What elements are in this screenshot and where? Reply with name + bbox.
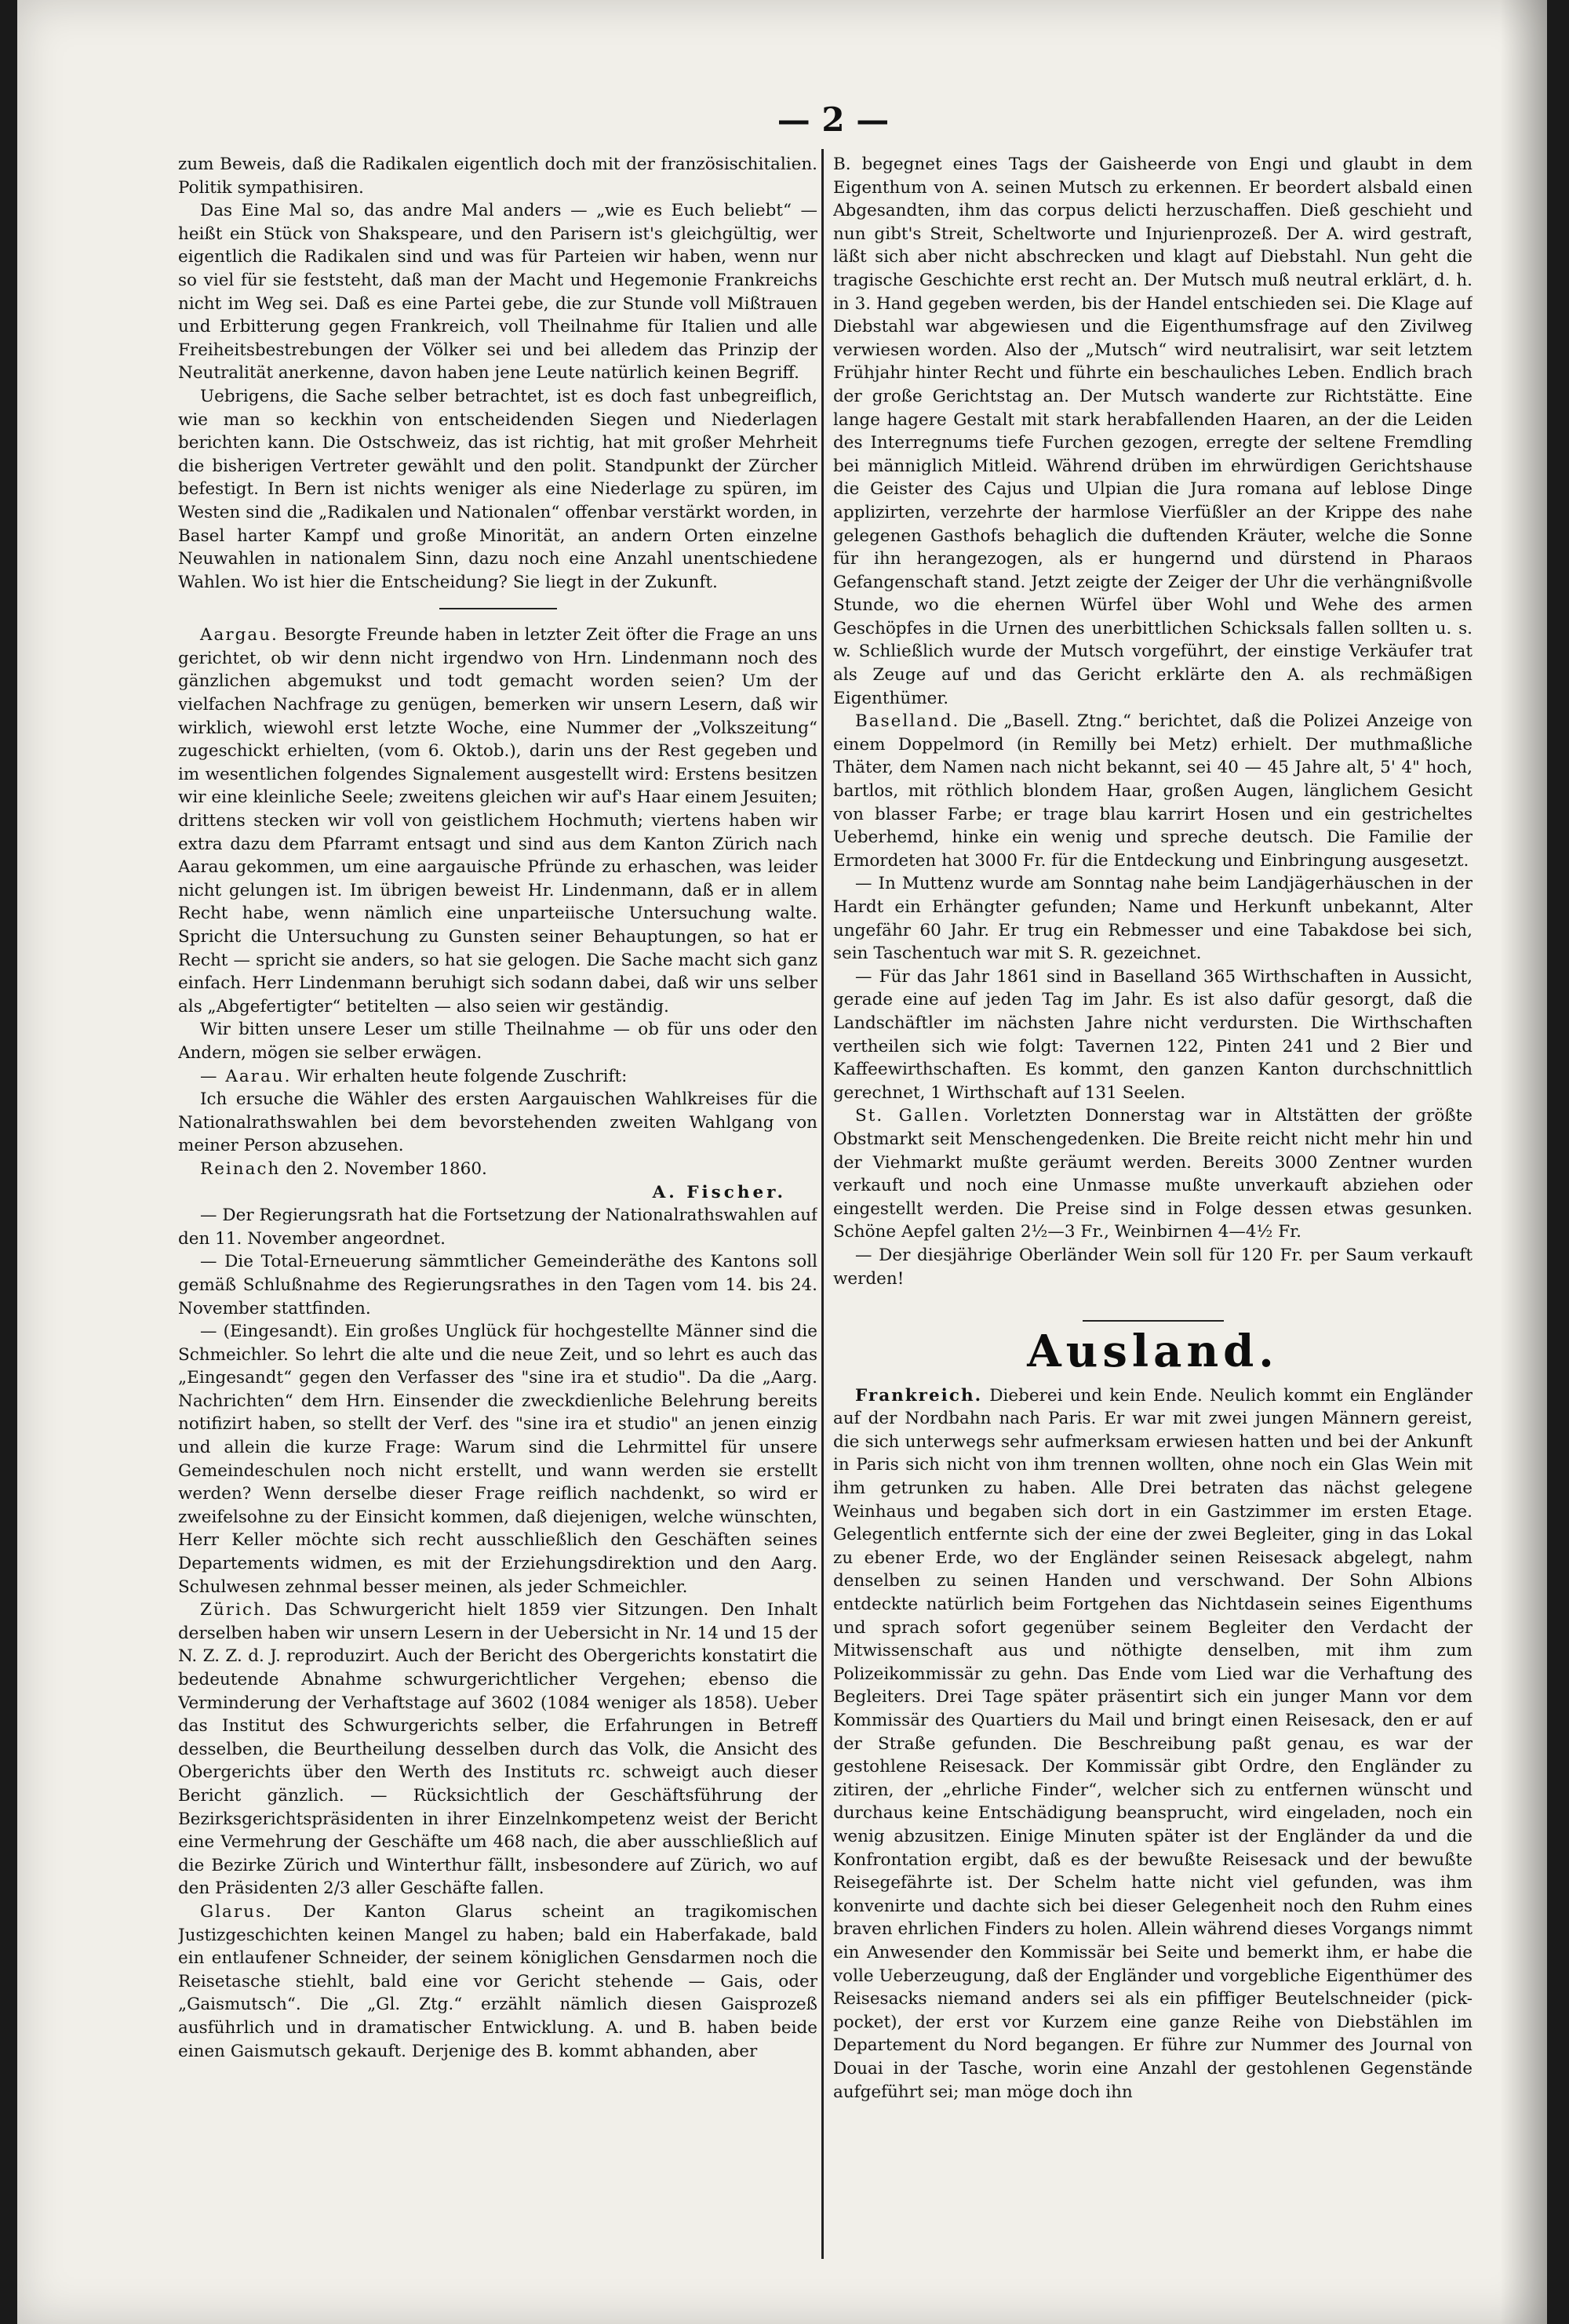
paragraph-text: — Für das Jahr 1861 sind in Baselland 365 Wirthschaften in Aussicht, gerade eine auf jeden Tag im Jahr. Es ist also dafür gesorgt, daß die Landschäftler im nächsten Jahre nicht verdursten. Die Wirthschaften vertheilen sich wie folgt: Tavernen 122, Pinten 241 und 2 Bier und Kaffeewirthschaften. Es kommt, den ganzen Kanton durchschnittlich gerechnet, 1 Wirthschaft auf 131 Seelen. xyxy=(833,966,1473,1103)
article-paragraph xyxy=(833,1104,1473,1244)
paragraph-text: Das Schwurgericht hielt 1859 vier Sitzungen. Den Inhalt derselben haben wir unsern Lesern in der Uebersicht in Nr. 14 und 15 der N. Z. Z. d. J. reproduzirt. Auch der Bericht des Obergerichts konstatirt die bedeutende Abnahme schwurgerichtlicher Vergehen; ebenso die Verminderung der Verhaftstage auf 3602 (1084 weniger als 1858). Ueber das Institut des Schwurgerichts selber, die Erfahrungen in Betreff desselben, die Beurtheilung desselben durch das Volk, die Ansicht des Obergerichts über den Werth des Instituts rc. schweigt auch dieser Bericht gänzlich. — Rücksichtlich der Geschäftsführung der Bezirksgerichtspräsidenten in ihrer Einzelnkompetenz weist der Bericht eine Vermehrung der Geschäfte um 468 nach, die aber ausschließlich auf die Bezirke Zürich und Winterthur fällt, insbesondere auf Zürich, wo auf den Präsidenten 2/3 aller Geschäfte fallen. xyxy=(178,1600,817,1899)
article-paragraph xyxy=(178,1204,817,1250)
article-paragraph xyxy=(178,153,817,199)
paragraph-text: — Die Total-Erneuerung sämmtlicher Gemeinderäthe des Kantons soll gemäß Schlußnahme des Regierungsrathes in den Tagen vom 14. bis 24. November stattfinden. xyxy=(178,1252,817,1318)
section-separator xyxy=(439,608,557,609)
paragraph-text: Wir bitten unsere Leser um stille Theilnahme — ob für uns oder den Andern, mögen sie selber erwägen. xyxy=(178,1020,817,1063)
article-paragraph xyxy=(178,1598,817,1900)
article-paragraph xyxy=(178,1065,817,1089)
section-separator xyxy=(1083,1320,1224,1322)
signature: A. Fischer. xyxy=(652,1182,786,1202)
dateline: St. Gallen. xyxy=(855,1106,970,1126)
article-paragraph xyxy=(833,1244,1473,1290)
paragraph-text: Uebrigens, die Sache selber betrachtet, ist es doch fast unbegreiflich, wie man so keckhin von entscheidenden Siegen und Niederlagen berichten kann. Die Ostschweiz, das ist richtig, hat mit großer Mehrheit die bisherigen Vertreter gewählt und den polit. Standpunkt der Zürcher befestigt. In Bern ist nichts weniger als eine Niederlage zu spüren, im Westen sind die „Radikalen und Nationalen“ offenbar verstärkt worden, in Basel harter Kampf und große Minorität, an andern Orten einzelne Neuwahlen in nationalem Sinn, dazu noch eine Anzahl unentschiedene Wahlen. Wo ist hier die Entscheidung? Sie liegt in der Zukunft. xyxy=(178,386,817,592)
article-paragraph xyxy=(178,624,817,1018)
paragraph-text: Vorletzten Donnerstag war in Altstätten der größte Obstmarkt seit Menschengedenken. Die Breite reicht nicht mehr hin und der Viehmarkt mußte geräumt werden. Bereits 3000 Zentner wurden verkauft und noch eine Unmasse mußte unverkauft abziehen oder eingestellt werden. Die Preise sind in Folge dessen etwas gesunken. Schöne Aepfel galten 2½—3 Fr., Weinbirnen 4—4½ Fr. xyxy=(833,1106,1473,1242)
article-paragraph xyxy=(178,1158,817,1181)
dateline: Frankreich. xyxy=(855,1385,983,1406)
dateline: Zürich. xyxy=(200,1600,273,1620)
right-column xyxy=(833,153,1473,2271)
article-paragraph xyxy=(833,872,1473,965)
newspaper-page xyxy=(17,0,1547,2324)
article-paragraph xyxy=(178,1900,817,2063)
paragraph-text: Die „Basell. Ztng.“ berichtet, daß die Polizei Anzeige von einem Doppelmord (in Remilly bei Metz) erhielt. Der muthmaßliche Thäter, dem Namen nach nicht bekannt, sei 40 — 45 Jahre alt, 5' 4" hoch, bartlos, mit röthlich blondem Haar, großen Augen, länglichem Gesicht von blasser Farbe; er trage blau karrirt Hosen und ein gestricheltes Ueberhemd, hinke ein wenig und spreche deutsch. Die Familie der Ermordeten hat 3000 Fr. für die Entdeckung und Einbringung ausgesetzt. xyxy=(833,711,1473,871)
page-edge-shadow xyxy=(1500,0,1547,2324)
page-number: — 2 — xyxy=(777,100,890,139)
article-paragraph xyxy=(833,966,1473,1105)
article-paragraph xyxy=(178,1018,817,1064)
article-paragraph xyxy=(178,199,817,385)
paragraph-text: Das Eine Mal so, das andre Mal anders — „wie es Euch beliebt“ — heißt ein Stück von Shakspeare, und den Parisern ist's gleichgültig, wer eigentlich die Radikalen sind und was für Parteien wir haben, wenn nur so viel für sie feststeht, daß man der Macht und Hegemonie Frankreichs nicht im Weg sei. Daß es eine Partei gebe, die zur Stunde voll Mißtrauen und Erbitterung gegen Frankreich, voll Theilnahme für Italien und alle Freiheitsbestrebungen der Völker sei und bei alledem das Prinzip der Neutralität anerkenne, davon haben jene Leute natürlich keinen Begriff. xyxy=(178,201,817,384)
paragraph-text: — Der diesjährige Oberländer Wein soll für 120 Fr. per Saum verkauft werden! xyxy=(833,1245,1473,1289)
paragraph-text: Dieberei und kein Ende. Neulich kommt ein Engländer auf der Nordbahn nach Paris. Er war mit zwei jungen Männern gereist, die sich unterwegs sehr aufmerksam erwiesen hatten und bei der Ankunft in Paris sich nicht von ihm trennen wollten, ohne noch ein Glas Wein mit ihm getrunken zu haben. Alle Drei betraten das nächst gelegene Weinhaus und begaben sich dort in ein Gastzimmer im ersten Etage. Gelegentlich entfernte sich der eine der zwei Begleiter, ging in das Lokal zu ebener Erde, wo der Engländer seinen Reisesack abgelegt, nahm denselben zu seinen Handen und verschwand. Der Sohn Albions entdeckte natürlich beim Fortgehen das Nichtdasein seines Eigenthums und sprach sofort gegenüber seinem Begleiter den Verdacht der Mitwissenschaft aus und nöthigte denselben, mit ihm zum Polizeikommissär zu gehn. Das Ende vom Lied war die Verhaftung des Begleiters. Drei Tage später präsentirt sich ein junger Mann vor dem Kommissär des Quartiers du Mail und bringt einen Reisesack, den er auf der Straße gefunden. Die Beschreibung paßt genau, es war der gestohlene Reisesack. Der Kommissär gibt Ordre, den Engländer zu zitiren, der „ehrliche Finder“, welcher sich zu entfernen wünscht und durchaus keine Entschädigung beansprucht, wird eingeladen, noch ein wenig abzusitzen. Einige Minuten später ist der Engländer da und die Konfrontation ergibt, daß es der bewußte Reisesack und der bewußte Reisegefährte ist. Der Schelm hatte nicht viel gefunden, was ihm konvenirte und dachte sich bei dieser Gelegenheit noch den Ruhm eines braven ehrlichen Finders zu holen. Allein während dieses Vorgangs nimmt ein Anwesender den Kommissär bei Seite und bemerkt ihm, er habe die volle Ueberzeugung, daß der Engländer und vorgebliche Eigenthümer des Reisesacks niemand anders sei als ein pfiffiger Beutelschneider (pick-pocket), der erst vor Kurzem eine ganze Reihe von Diebstählen im Departement du Nord begangen. Er führe zur Nummer des Journal von Douai in der Tasche, worin eine Anzahl der gestohlenen Gegenstände aufgeführt sei; man möge doch ihn xyxy=(833,1385,1473,2102)
article-paragraph xyxy=(833,710,1473,872)
article-paragraph xyxy=(178,1088,817,1158)
dateline: Aargau. xyxy=(200,625,278,646)
section-title: Ausland. xyxy=(1027,1326,1279,1378)
left-column xyxy=(178,153,817,2271)
paragraph-text: Besorgte Freunde haben in letzter Zeit öfter die Frage an uns gerichtet, ob wir denn nicht irgendwo von Hrn. Lindenmann noch des gänzlichen abgemukst und todt gemacht worden seien? Um der vielfachen Nachfrage zu genügen, bemerken wir unsern Lesern, daß wir wirklich, wiewohl erst letzte Woche, eine Nummer der „Volkszeitung“ zugeschickt erhielten, (vom 6. Oktob.), darin uns der Rest gegeben und im wesentlichen folgendes Signalement ausgestellt wird: Erstens besitzen wir eine kleinliche Seele; zweitens gleichen wir auf's Haar einem Jesuiten; drittens stecken wir voll von geistlichem Hochmuth; viertens haben wir extra dazu dem Pfarramt entsagt und sind aus dem Kanton Zürich nach Aarau gekommen, um eine aargauische Pfründe zu erhaschen, was leider nicht gelungen ist. Im übrigen beweist Hr. Lindenmann, daß er in allem Recht habe, wenn nämlich eine unparteiische Untersuchung walte. Spricht die Untersuchung zu Gunsten seiner Behauptungen, so hat er Recht — spricht sie anders, so hat sie gelogen. Die Sache macht sich ganz einfach. Herr Lindenmann beruhigt sich sodann dabei, daß wir uns selber als „Abgefertigter“ betitelten — also seien wir geständig. xyxy=(178,625,817,1017)
dateline: Reinach xyxy=(200,1158,281,1179)
dateline: Glarus. xyxy=(200,1901,273,1922)
dateline: Baselland. xyxy=(855,711,960,732)
article-paragraph xyxy=(178,1320,817,1598)
paragraph-text: — In Muttenz wurde am Sonntag nahe beim Landjägerhäuschen in der Hardt ein Erhängter gefunden; Name und Herkunft unbekannt, Alter ungefähr 60 Jahr. Er trug ein Rebmesser und eine Tabakdose bei sich, sein Taschentuch war mit S. R. gezeichnet. xyxy=(833,874,1473,964)
paragraph-text: Wir erhalten heute folgende Zuschrift: xyxy=(297,1066,628,1086)
paragraph-text: — (Eingesandt). Ein großes Unglück für hochgestellte Männer sind die Schmeichler. So lehrt die alte und die neue Zeit, und so lehrt es auch das „Eingesandt“ gegen den Verfasser des "sine ira et studio". Da die „Aarg. Nachrichten“ dem Hrn. Einsender die zweckdienliche Belehrung bereits notifizirt haben, so stellt der Verf. des "sine ira et studio" an jenen einzig und allein die kurze Frage: Warum sind die Lehrmittel für unsere Gemeindeschulen noch nicht erstellt, und wann werden sie erstellt werden? Wenn derselbe dieser Frage reiflich nachdenkt, so wird er zweifelsohne zu der Einsicht kommen, daß diejenigen, welche wünschten, Herr Keller möchte sich recht ausschließlich den Geschäften seines Departements widmen, es mit der Erziehungsdirektion und den Aarg. Schulwesen zehnmal besser meinen, als jeder Schmeichler. xyxy=(178,1322,817,1597)
column-divider xyxy=(821,149,824,2259)
article-paragraph xyxy=(833,1384,1473,2104)
article-paragraph xyxy=(178,385,817,594)
paragraph-text: zum Beweis, daß die Radikalen eigentlich doch mit der französischitalien. Politik sympathisiren. xyxy=(178,155,817,198)
paragraph-text: Ich ersuche die Wähler des ersten Aargauischen Wahlkreises für die Nationalrathswahlen bei dem bevorstehenden zweiten Wahlgang von meiner Person abzusehen. xyxy=(178,1089,817,1156)
paragraph-text: den 2. November 1860. xyxy=(286,1158,487,1179)
paragraph-text: Der Kanton Glarus scheint an tragikomischen Justizgeschichten keinen Mangel zu haben; bald ein Haberfakade, bald ein entlaufener Schneider, der seinem königlichen Gensdarmen noch die Reisetasche stiehlt, bald eine vor Gericht stehende — Gais, oder „Gaismutsch“. Die „Gl. Ztg.“ erzählt nämlich diesen Gaisprozeß ausführlich und in dramatischer Entwicklung. A. und B. haben beide einen Gaismutsch gekauft. Derjenige des B. kommt abhanden, aber xyxy=(178,1901,817,2061)
paragraph-text: B. begegnet eines Tags der Gaisheerde von Engi und glaubt in dem Eigenthum von A. seinen Mutsch zu erkennen. Er beordert alsbald einen Abgesandten, ihm das corpus delicti herzuschaffen. Dieß geschieht und nun gibt's Streit, Scheltworte und Injurienprozeß. Der A. wird gestraft, läßt sich aber nicht abschrecken und klagt auf Diebstahl. Nun geht die tragische Geschichte erst recht an. Der Mutsch muß neutral erklärt, d. h. in 3. Hand gegeben werden, bis der Handel entschieden sei. Die Klage auf Diebstahl war abgewiesen und die Eigenthumsfrage auf den Zivilweg verwiesen worden. Also der „Mutsch“ wird neutralisirt, war seit letztem Frühjahr hinter Recht und führte ein beschauliches Leben. Endlich brach der große Gerichtstag an. Der Mutsch wanderte zur Richtstätte. Eine lange hagere Gestalt mit stark herabfallenden Haaren, an der die Leiden des Interregnums tiefe Furchen gezogen, erregte der seltene Fremdling bei männiglich Mitleid. Während drüben im ehrwürdigen Gerichtshause die Geister des Cajus und Ulpian die Jura romana auf leblose Dinge applizirten, verzehrte der harmlose Vierfüßler an der Krippe des nahe gelegenen Gasthofs behaglich die duftenden Kräuter, welche die Sonne für ihn herangezogen, als er hungernd und dürstend in Pharaos Gefangenschaft stand. Jetzt zeigte der Zeiger der Uhr die verhängnißvolle Stunde, wo die ehernen Würfel über Wohl und Wehe des armen Geschöpfes in die Urnen des unerbittlichen Schicksals fallen sollten u. s. w. Schließlich wurde der Mutsch vorgeführt, der einstige Verkäufer trat als Zeuge auf und das Gericht erklärte den A. als rechmäßigen Eigenthümer. xyxy=(833,155,1473,708)
article-paragraph xyxy=(178,1250,817,1320)
dateline: — Aarau. xyxy=(200,1066,292,1086)
article-paragraph xyxy=(833,153,1473,710)
paragraph-text: — Der Regierungsrath hat die Fortsetzung der Nationalrathswahlen auf den 11. November angeordnet. xyxy=(178,1206,817,1249)
